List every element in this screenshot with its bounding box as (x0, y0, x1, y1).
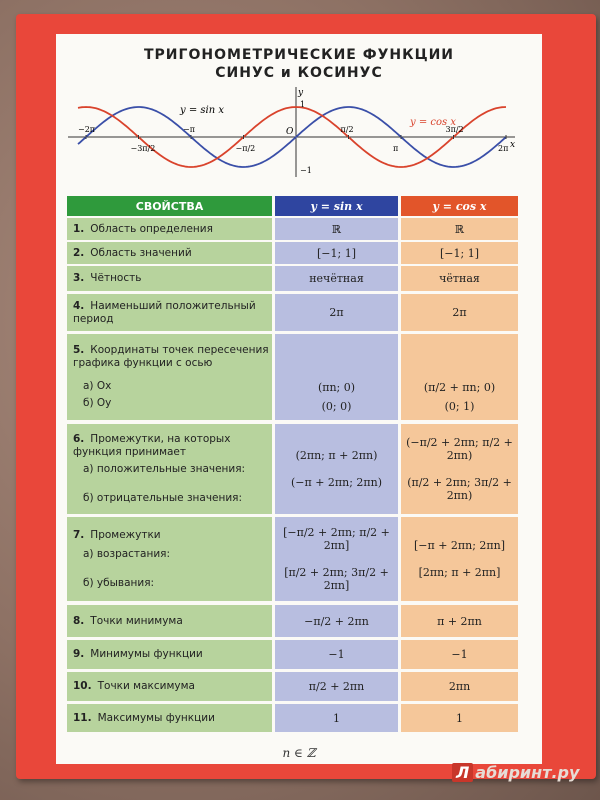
cos-value-cell: [−1; 1] (401, 242, 518, 264)
sin-value-cell: π/2 + 2πn (275, 672, 398, 701)
origin-label: O (286, 127, 294, 137)
property-cell (67, 266, 272, 291)
table-row (67, 605, 518, 637)
property-number: 1. (73, 222, 85, 235)
cos-value-cell: чётная (401, 266, 518, 291)
property-text: Область определения (90, 222, 213, 235)
title-line-1: ТРИГОНОМЕТРИЧЕСКИЕ ФУНКЦИИ (144, 47, 454, 63)
x-tick-label: 2π (498, 144, 509, 153)
table-row (67, 704, 518, 732)
watermark-logo: Л абиринт.ру (452, 763, 579, 782)
property-number: 6. (73, 433, 85, 445)
property-label (73, 712, 215, 725)
property-number: 5. (73, 344, 85, 356)
property-text: Точки максимума (97, 680, 195, 692)
property-number: 3. (73, 272, 85, 284)
property-number: 8. (73, 614, 85, 627)
property-cell (67, 672, 272, 701)
property-cell (67, 424, 272, 514)
property-sub-a: а) Ox (83, 380, 112, 392)
table-row (67, 517, 518, 601)
x-tick-label: −3π/2 (130, 144, 156, 153)
property-label (73, 272, 141, 285)
property-text: Чётность (90, 272, 142, 284)
sin-value-cell: −1 (275, 640, 398, 669)
cos-value-cell: π + 2πn (401, 605, 518, 637)
property-text: Область значений (90, 246, 192, 259)
y-axis-label: y (298, 88, 304, 98)
property-number: 11. (73, 711, 92, 724)
y-one-label: 1 (300, 100, 306, 109)
property-cell (67, 640, 272, 669)
x-tick-label: π/2 (340, 125, 354, 134)
trig-graph (60, 85, 520, 180)
table-row (67, 334, 518, 420)
header-sin: y = sin x (275, 196, 398, 216)
property-number: 7. (73, 528, 85, 541)
sin-value-a: (2πn; π + 2πn) (295, 449, 378, 462)
poster-title (56, 46, 542, 82)
table-row (67, 294, 518, 331)
property-label (73, 300, 272, 326)
table-row (67, 640, 518, 669)
cos-value-b: [2πn; π + 2πn] (418, 566, 501, 579)
property-label (73, 615, 183, 628)
x-axis-label: x (510, 140, 516, 150)
property-cell (67, 334, 272, 420)
sin-value-cell (275, 424, 398, 514)
sin-value-cell: 1 (275, 704, 398, 732)
property-cell (67, 605, 272, 637)
cos-curve-label: y = cos x (410, 117, 456, 128)
property-cell (67, 517, 272, 601)
cos-value-a: (−π/2 + 2πn; π/2 + 2πn) (406, 436, 513, 462)
cos-value-a: (π/2 + πn; 0) (423, 381, 496, 394)
property-cell (67, 218, 272, 240)
watermark-text: абиринт.ру (475, 763, 580, 782)
table-row (67, 242, 518, 264)
x-tick-label: π (393, 144, 399, 153)
cos-value-cell: 2π (401, 294, 518, 331)
property-text: Точки минимума (90, 614, 183, 627)
property-label (73, 247, 192, 260)
property-label (73, 433, 272, 505)
sin-value-cell (275, 517, 398, 601)
property-sub-a: а) возрастания: (83, 547, 171, 560)
title-line-2: СИНУС и КОСИНУС (215, 65, 383, 81)
x-tick-label: −π (183, 125, 195, 134)
table-row (67, 266, 518, 291)
property-text: Промежутки (90, 528, 161, 541)
table-row (67, 218, 518, 240)
x-tick-label: 3π/2 (445, 125, 464, 134)
cos-value-a: [−π + 2πn; 2πn] (413, 539, 506, 552)
property-cell (67, 704, 272, 732)
property-number: 4. (73, 299, 85, 312)
sin-value-a: [−π/2 + 2πn; π/2 + 2πn] (283, 526, 390, 552)
property-text: Наименьший положительный период (73, 299, 256, 325)
property-text: Координаты точек пересечения графика функции с осью (73, 344, 269, 369)
sin-value-cell: 2π (275, 294, 398, 331)
cos-value-cell (401, 334, 518, 420)
sin-value-b: (0; 0) (321, 400, 352, 413)
table-header-row (67, 196, 518, 216)
sin-value-cell (275, 334, 398, 420)
x-tick-label: −π/2 (235, 144, 256, 153)
property-sub-b: б) Oy (83, 397, 112, 409)
cos-value-cell: 2πn (401, 672, 518, 701)
cos-value-b: (0; 1) (444, 400, 475, 413)
sin-value-cell: нечётная (275, 266, 398, 291)
property-sub-a: а) положительные значения: (83, 463, 246, 475)
table-row (67, 424, 518, 514)
cos-value-cell: −1 (401, 640, 518, 669)
sin-value-a: (πn; 0) (317, 381, 356, 394)
property-label (73, 529, 170, 590)
property-number: 2. (73, 246, 85, 259)
property-sub-b: б) убывания: (83, 576, 155, 589)
property-label (73, 344, 272, 410)
property-number: 10. (73, 680, 92, 692)
sin-curve-label: y = sin x (180, 105, 224, 116)
property-label (73, 223, 213, 236)
sin-value-b: [π/2 + 2πn; 3π/2 + 2πn] (284, 566, 389, 592)
property-sub-b: б) отрицательные значения: (83, 492, 243, 504)
property-label (73, 648, 203, 661)
cos-value-cell: 1 (401, 704, 518, 732)
cos-value-cell (401, 424, 518, 514)
property-text: Промежутки, на которых функция принимает (73, 433, 231, 458)
cos-value-b: (π/2 + 2πn; 3π/2 + 2πn) (407, 476, 512, 502)
property-text: Максимумы функции (97, 711, 215, 724)
sin-value-cell: [−1; 1] (275, 242, 398, 264)
table-row (67, 672, 518, 701)
property-text: Минимумы функции (90, 648, 203, 660)
y-minus-one-label: −1 (300, 166, 312, 175)
property-label (73, 680, 195, 693)
x-tick-label: −2π (78, 125, 96, 134)
cos-value-cell: ℝ (401, 218, 518, 240)
footer-note: n ∈ ℤ (282, 746, 316, 760)
header-properties: СВОЙСТВА (67, 196, 272, 216)
property-cell (67, 242, 272, 264)
header-cos: y = cos x (401, 196, 518, 216)
sin-value-cell: −π/2 + 2πn (275, 605, 398, 637)
sin-value-b: (−π + 2πn; 2πn) (290, 476, 383, 489)
cos-value-cell (401, 517, 518, 601)
property-cell (67, 294, 272, 331)
sin-value-cell: ℝ (275, 218, 398, 240)
property-number: 9. (73, 648, 85, 660)
